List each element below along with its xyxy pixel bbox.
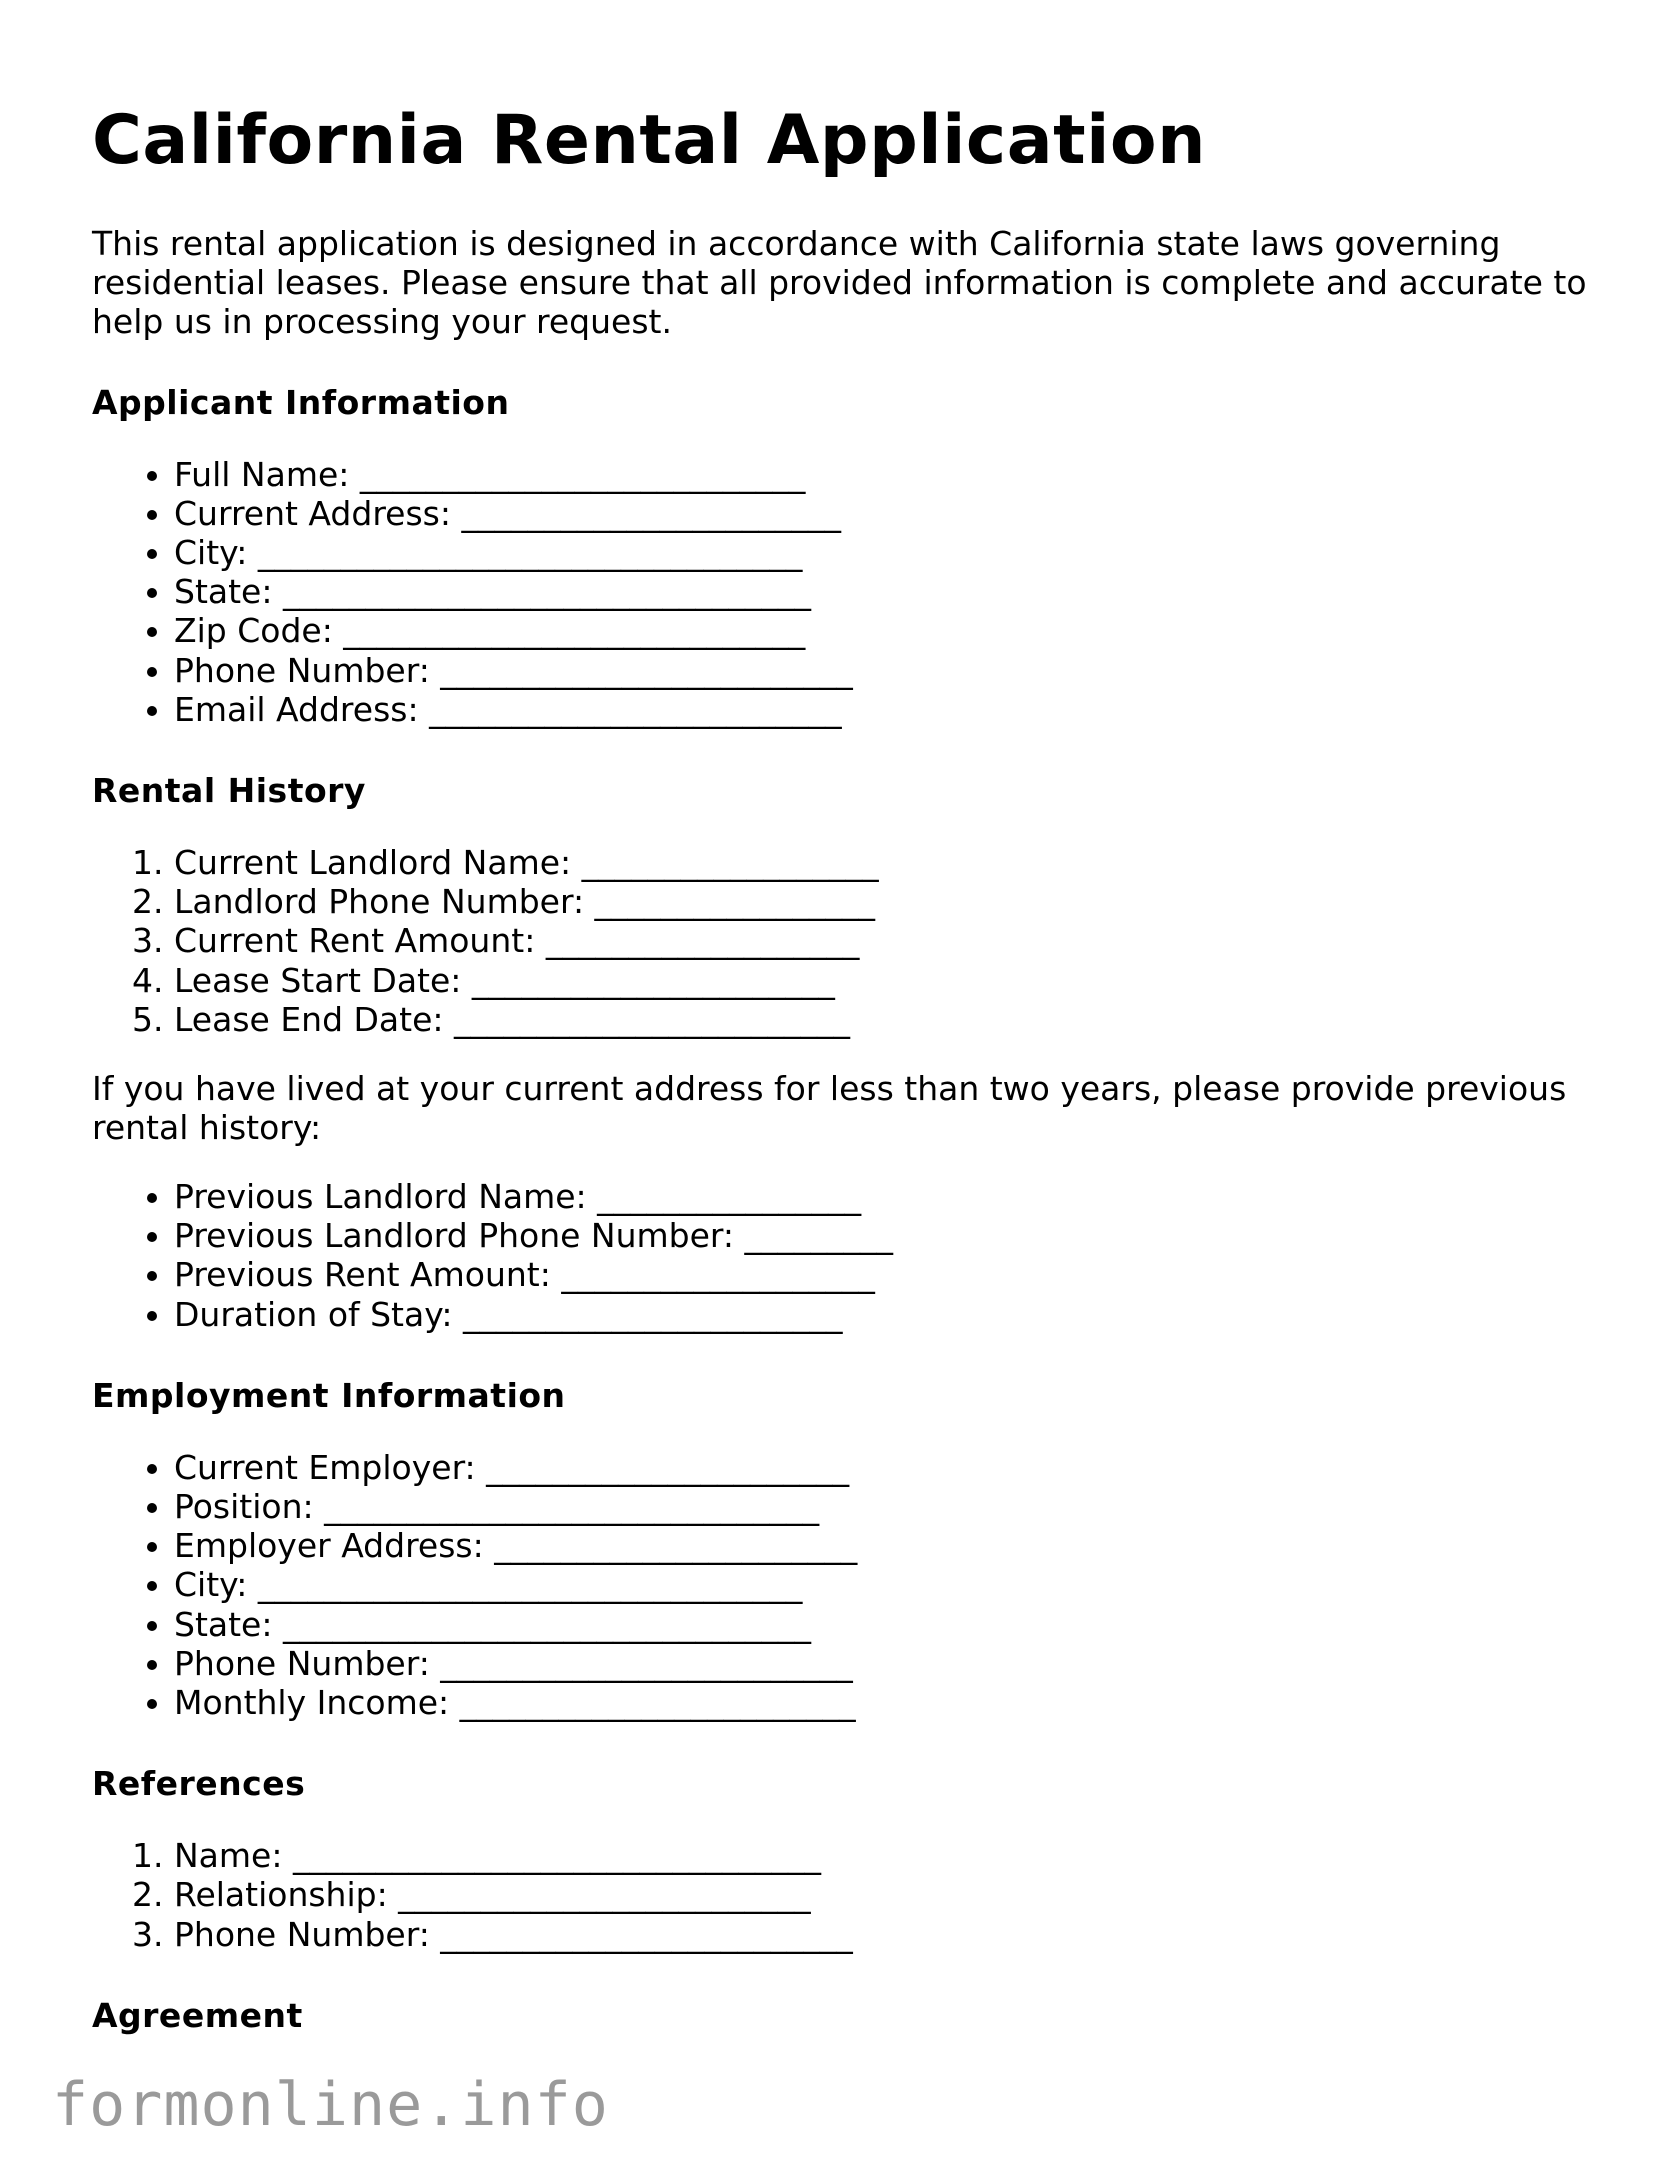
previous-landlord-name-field[interactable]: • Previous Landlord Name: ________________ (174, 1177, 1592, 1216)
employment-heading: Employment Information (92, 1375, 566, 1415)
applicant-current-address-field[interactable]: • Current Address: _______________________ (174, 494, 1592, 533)
references-list (92, 1836, 1592, 1954)
position-field[interactable]: • Position: ______________________________ (174, 1487, 1592, 1526)
applicant-list (92, 455, 1592, 729)
rental-history-list (92, 843, 1592, 1039)
lease-start-date-field[interactable]: 4. Lease Start Date: ______________________ (174, 961, 1592, 1000)
monthly-income-field[interactable]: • Monthly Income: ________________________ (174, 1683, 1592, 1722)
intro-paragraph: This rental application is designed in accordance with California state laws governing residential leases. Please ensure that all provided information is complete and accurate to help us in processing your request. (92, 223, 1587, 341)
previous-landlord-phone-field[interactable]: • Previous Landlord Phone Number: _________ (174, 1216, 1592, 1255)
employment-list (92, 1448, 1592, 1722)
applicant-phone-field[interactable]: • Phone Number: _________________________ (174, 651, 1592, 690)
applicant-full-name-field[interactable]: • Full Name: ___________________________ (174, 455, 1592, 494)
reference-name-field[interactable]: 1. Name: ________________________________ (174, 1836, 1592, 1875)
applicant-state-field[interactable]: • State: ________________________________ (174, 572, 1592, 611)
applicant-heading: Applicant Information (92, 382, 510, 422)
landlord-phone-field[interactable]: 2. Landlord Phone Number: _________________ (174, 882, 1592, 921)
lease-end-date-field[interactable]: 5. Lease End Date: ________________________ (174, 1000, 1592, 1039)
applicant-city-field[interactable]: • City: _________________________________ (174, 533, 1592, 572)
previous-rental-list (92, 1177, 1592, 1334)
rental-history-heading: Rental History (92, 771, 366, 811)
duration-of-stay-field[interactable]: • Duration of Stay: _______________________ (174, 1295, 1592, 1334)
current-landlord-name-field[interactable]: 1. Current Landlord Name: __________________ (174, 843, 1592, 882)
reference-relationship-field[interactable]: 2. Relationship: _________________________ (174, 1875, 1592, 1914)
employer-address-field[interactable]: • Employer Address: ______________________ (174, 1526, 1592, 1565)
current-employer-field[interactable]: • Current Employer: ______________________ (174, 1448, 1592, 1487)
watermark: formonline.info (52, 2070, 609, 2140)
previous-rent-amount-field[interactable]: • Previous Rent Amount: ___________________ (174, 1255, 1592, 1294)
document-title: California Rental Application (92, 101, 1207, 180)
previous-rental-note: If you have lived at your current address for less than two years, please provide previous rental history: (92, 1069, 1567, 1148)
employer-state-field[interactable]: • State: ________________________________ (174, 1605, 1592, 1644)
agreement-heading: Agreement (92, 1995, 303, 2035)
references-heading: References (92, 1764, 306, 1804)
employer-city-field[interactable]: • City: _________________________________ (174, 1565, 1592, 1604)
applicant-email-field[interactable]: • Email Address: _________________________ (174, 690, 1592, 729)
current-rent-amount-field[interactable]: 3. Current Rent Amount: ___________________ (174, 921, 1592, 960)
employer-phone-field[interactable]: • Phone Number: _________________________ (174, 1644, 1592, 1683)
document-page (92, 100, 1592, 2068)
applicant-zip-code-field[interactable]: • Zip Code: ____________________________ (174, 611, 1592, 650)
reference-phone-field[interactable]: 3. Phone Number: _________________________ (174, 1915, 1592, 1954)
